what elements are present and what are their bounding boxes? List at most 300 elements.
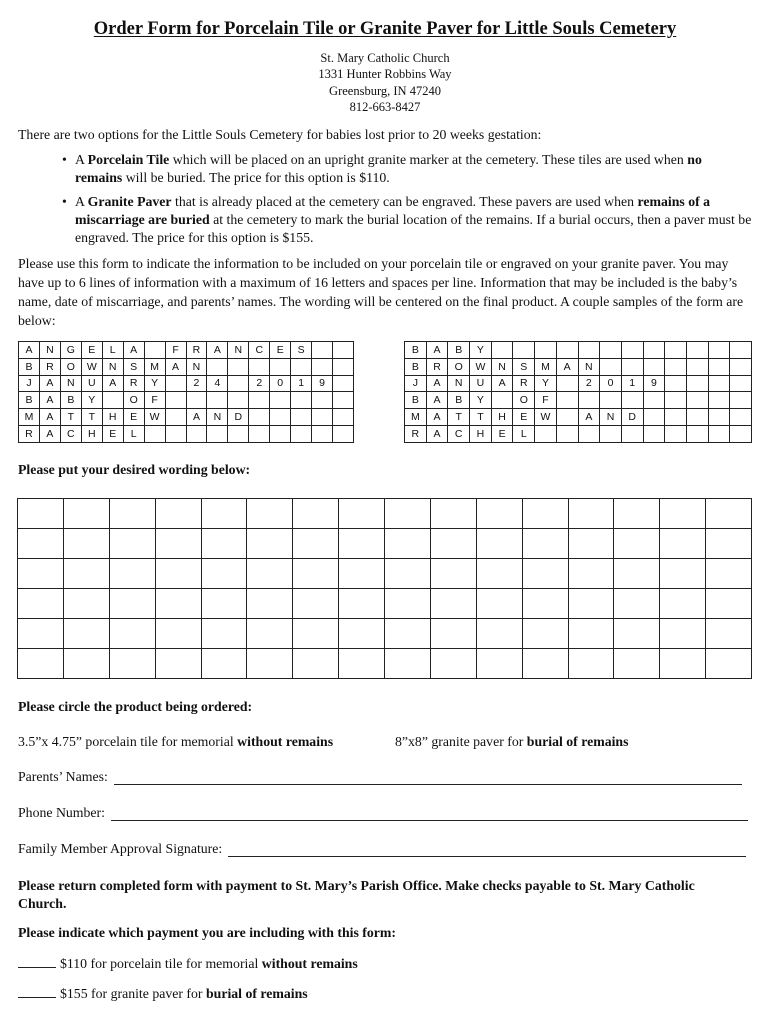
wording-grid-cell[interactable] xyxy=(614,529,660,559)
wording-grid-cell[interactable] xyxy=(293,529,339,559)
sample-grid-cell: A xyxy=(19,342,40,359)
sample-grid-cell xyxy=(228,392,249,409)
sample-grid-cell: B xyxy=(405,392,427,409)
sample-grid-cell: 9 xyxy=(643,375,665,392)
sample-grid-row xyxy=(405,375,752,392)
sample-grid-cell xyxy=(643,409,665,426)
sample-grid-cell: O xyxy=(60,358,81,375)
sample-grid-cell xyxy=(686,342,708,359)
sample-grid-cell: B xyxy=(60,392,81,409)
wording-grid-cell[interactable] xyxy=(614,559,660,589)
sample-grid-cell xyxy=(186,392,207,409)
sample-grid-cell: A xyxy=(426,409,448,426)
bullet-icon: • xyxy=(62,152,67,167)
phone-number-field xyxy=(18,805,748,821)
sample-grid-cell xyxy=(291,425,312,442)
wording-grid-cell[interactable] xyxy=(430,649,476,679)
form-title: Order Form for Porcelain Tile or Granite Paver for Little Souls Cemetery xyxy=(93,19,677,39)
sample-grid-cell: A xyxy=(39,409,60,426)
sample-grid-cell: N xyxy=(186,358,207,375)
wording-grid-cell[interactable] xyxy=(18,589,64,619)
sample-grid-cell: Y xyxy=(535,375,557,392)
sample-grid-cell: E xyxy=(81,342,102,359)
sample-grid-cell xyxy=(228,358,249,375)
sample-grid-cell: 4 xyxy=(207,375,228,392)
sample-grid-cell xyxy=(556,375,578,392)
wording-grid-cell[interactable] xyxy=(201,649,247,679)
wording-grid-cell[interactable] xyxy=(660,649,706,679)
wording-grid-cell[interactable] xyxy=(522,649,568,679)
wording-grid-cell[interactable] xyxy=(109,619,155,649)
parents-names-label: Parents’ Names: xyxy=(18,769,108,784)
bullet-text: A Granite Paver that is already placed at the cemetery can be engraved. These pavers are used when remains of a miscarriage are buried at the cemetery to mark the burial location of the remains. If a burial occurs, then a paver must be engraved. The price for this option is $155. xyxy=(75,194,752,245)
wording-grid-cell[interactable] xyxy=(63,649,109,679)
phone-number-input[interactable] xyxy=(111,806,748,821)
wording-grid-cell[interactable] xyxy=(706,529,752,559)
wording-grid-row xyxy=(18,589,752,619)
wording-grid-cell[interactable] xyxy=(339,649,385,679)
wording-grid-cell[interactable] xyxy=(247,649,293,679)
sample-grid-row xyxy=(19,375,354,392)
return-instructions: Please return completed form with payment to St. Mary’s Parish Office. Make checks payable to St. Mary Catholic Church. xyxy=(18,878,695,911)
sample-grid-cell xyxy=(730,358,752,375)
sample-grid-cell xyxy=(228,375,249,392)
sample-grid-cell: E xyxy=(491,425,513,442)
sample-grid-cell xyxy=(665,342,687,359)
wording-grid-cell[interactable] xyxy=(201,499,247,529)
wording-grid-cell[interactable] xyxy=(430,559,476,589)
sample-grid-cell: W xyxy=(144,409,165,426)
sample-grid-cell xyxy=(270,409,291,426)
sample-grid-cell xyxy=(312,425,333,442)
wording-grid-cell[interactable] xyxy=(430,529,476,559)
wording-grid-cell[interactable] xyxy=(63,589,109,619)
sample-grid-cell xyxy=(556,409,578,426)
wording-grid-cell[interactable] xyxy=(155,559,201,589)
sample-grid-cell xyxy=(600,342,622,359)
sample-grid-cell: H xyxy=(470,425,492,442)
wording-grid-cell[interactable] xyxy=(247,589,293,619)
parents-names-input[interactable] xyxy=(114,770,742,785)
sample-grid-cell xyxy=(249,392,270,409)
wording-grid-cell[interactable] xyxy=(201,619,247,649)
sample-grid-cell xyxy=(708,358,730,375)
wording-grid-cell[interactable] xyxy=(660,559,706,589)
sample-grid-cell xyxy=(686,358,708,375)
wording-grid-row xyxy=(18,499,752,529)
sample-grid-row xyxy=(19,358,354,375)
sample-grid-cell: A xyxy=(426,392,448,409)
sample-grid-cell: T xyxy=(448,409,470,426)
sample-grid-cell: A xyxy=(39,392,60,409)
payment-110-blank[interactable] xyxy=(18,955,56,968)
wording-grid-cell[interactable] xyxy=(155,589,201,619)
parents-names-field xyxy=(18,769,742,785)
sample-grid-cell: R xyxy=(186,342,207,359)
sample-grid-cell: A xyxy=(102,375,123,392)
sample-grid-cell: C xyxy=(249,342,270,359)
church-address xyxy=(0,50,770,115)
sample-grid-cell: H xyxy=(81,425,102,442)
wording-grid-cell[interactable] xyxy=(385,559,431,589)
option-porcelain-tile[interactable]: 3.5”x 4.75” porcelain tile for memorial without remains xyxy=(18,734,334,749)
sample-grid-cell xyxy=(291,392,312,409)
wording-grid-cell[interactable] xyxy=(385,529,431,559)
sample-grid-cell xyxy=(730,375,752,392)
wording-grid-cell[interactable] xyxy=(706,619,752,649)
wording-grid-cell[interactable] xyxy=(293,499,339,529)
wording-grid-row xyxy=(18,529,752,559)
wording-grid-cell[interactable] xyxy=(385,649,431,679)
payment-option-110: $110 for porcelain tile for memorial without remains xyxy=(18,955,358,972)
wording-grid-cell[interactable] xyxy=(63,559,109,589)
sample-grid-cell: L xyxy=(102,342,123,359)
wording-grid-cell[interactable] xyxy=(63,499,109,529)
sample-grid-cell xyxy=(665,409,687,426)
sample-grid-cell xyxy=(491,392,513,409)
sample-grid-cell: M xyxy=(19,409,40,426)
sample-grid-cell xyxy=(665,375,687,392)
sample-grid-cell xyxy=(643,358,665,375)
wording-grid-cell[interactable] xyxy=(614,499,660,529)
sample-grid-cell xyxy=(144,425,165,442)
sample-grid-cell: R xyxy=(19,425,40,442)
wording-grid-cell[interactable] xyxy=(339,559,385,589)
sample-grid-cell: C xyxy=(448,425,470,442)
sample-grid-cell xyxy=(686,409,708,426)
sample-grid-cell: L xyxy=(123,425,144,442)
bullet-porcelain-tile xyxy=(62,151,752,187)
sample-grid-cell xyxy=(312,392,333,409)
sample-grid-cell: A xyxy=(123,342,144,359)
wording-grid-cell[interactable] xyxy=(18,619,64,649)
city-state-zip: Greensburg, IN 47240 xyxy=(329,83,441,98)
sample-grid-cell xyxy=(665,358,687,375)
sample-grid-row xyxy=(405,425,752,442)
sample-grid-cell xyxy=(708,392,730,409)
sample-grid-cell: B xyxy=(405,358,427,375)
sample-grid-cell xyxy=(730,392,752,409)
sample-grid-cell: U xyxy=(470,375,492,392)
sample-grid-cell: M xyxy=(405,409,427,426)
wording-grid-cell[interactable] xyxy=(568,499,614,529)
sample-grid-cell xyxy=(730,425,752,442)
wording-grid-cell[interactable] xyxy=(660,499,706,529)
sample-grid-cell: A xyxy=(426,342,448,359)
wording-grid-cell[interactable] xyxy=(522,559,568,589)
wording-grid-cell[interactable] xyxy=(568,589,614,619)
sample-grid-cell xyxy=(600,358,622,375)
sample-grid-cell xyxy=(207,392,228,409)
wording-grid-cell[interactable] xyxy=(155,529,201,559)
sample-grid-cell: R xyxy=(405,425,427,442)
sample-grid-cell xyxy=(333,342,354,359)
sample-grid-cell xyxy=(249,358,270,375)
payment-option-155: $155 for granite paver for burial of remains xyxy=(18,985,308,1002)
sample-grid-cell xyxy=(578,392,600,409)
sample-grid-cell: A xyxy=(578,409,600,426)
wording-grid-cell[interactable] xyxy=(109,499,155,529)
wording-grid-cell[interactable] xyxy=(430,589,476,619)
sample-grid-cell: W xyxy=(535,409,557,426)
wording-grid-cell[interactable] xyxy=(247,559,293,589)
sample-grid-cell: M xyxy=(535,358,557,375)
sample-grid-cell: 1 xyxy=(291,375,312,392)
bullet-granite-paver xyxy=(62,193,752,247)
sample-grid-cell: E xyxy=(123,409,144,426)
sample-grid-cell: F xyxy=(144,392,165,409)
sample-grid-cell xyxy=(165,392,186,409)
payment-label: Please indicate which payment you are including with this form: xyxy=(18,925,397,940)
sample-grid-1 xyxy=(18,341,354,443)
wording-grid-cell[interactable] xyxy=(339,499,385,529)
wording-grid-cell[interactable] xyxy=(293,559,339,589)
wording-grid-cell[interactable] xyxy=(201,529,247,559)
sample-grid-cell: C xyxy=(60,425,81,442)
sample-grid-cell: L xyxy=(513,425,535,442)
sample-grid-cell: S xyxy=(291,342,312,359)
wording-grid-cell[interactable] xyxy=(339,529,385,559)
sample-grid-cell: T xyxy=(60,409,81,426)
wording-grid-cell[interactable] xyxy=(476,559,522,589)
sample-grid-cell xyxy=(621,358,643,375)
wording-grid-row xyxy=(18,559,752,589)
sample-grid-row xyxy=(405,342,752,359)
sample-grid-cell xyxy=(102,392,123,409)
sample-grid-cell: B xyxy=(19,358,40,375)
sample-grid-cell: 2 xyxy=(578,375,600,392)
wording-grid-cell[interactable] xyxy=(201,589,247,619)
sample-grid-cell xyxy=(249,425,270,442)
wording-grid-cell[interactable] xyxy=(660,529,706,559)
sample-grid-cell xyxy=(144,342,165,359)
sample-grid-cell: O xyxy=(513,392,535,409)
sample-grid-cell: Y xyxy=(470,392,492,409)
wording-grid-cell[interactable] xyxy=(18,559,64,589)
wording-grid-cell[interactable] xyxy=(568,649,614,679)
sample-grid-cell: J xyxy=(405,375,427,392)
sample-grid-cell xyxy=(333,409,354,426)
sample-grid-cell: G xyxy=(60,342,81,359)
sample-grid-cell xyxy=(730,409,752,426)
sample-grid-cell xyxy=(556,342,578,359)
sample-grid-cell xyxy=(491,342,513,359)
wording-label: Please put your desired wording below: xyxy=(18,462,251,477)
wording-grid-cell[interactable] xyxy=(522,529,568,559)
sample-grid-cell: 9 xyxy=(312,375,333,392)
sample-grid-cell: 2 xyxy=(186,375,207,392)
sample-grid-cell: S xyxy=(513,358,535,375)
sample-grid-row xyxy=(405,409,752,426)
sample-grid-cell: F xyxy=(165,342,186,359)
sample-grid-cell xyxy=(686,392,708,409)
sample-grid-cell: N xyxy=(60,375,81,392)
sample-grid-cell xyxy=(643,392,665,409)
wording-grid-cell[interactable] xyxy=(18,499,64,529)
wording-grid-cell[interactable] xyxy=(155,649,201,679)
wording-grid-cell[interactable] xyxy=(568,619,614,649)
sample-grid-cell xyxy=(578,342,600,359)
wording-grid-cell[interactable] xyxy=(293,619,339,649)
sample-grid-cell xyxy=(165,425,186,442)
wording-grid-cell[interactable] xyxy=(660,589,706,619)
sample-grid-cell: E xyxy=(270,342,291,359)
wording-grid-cell[interactable] xyxy=(522,619,568,649)
wording-grid-cell[interactable] xyxy=(109,529,155,559)
sample-grid-cell: A xyxy=(426,375,448,392)
sample-grid-cell: F xyxy=(535,392,557,409)
sample-grid-cell: R xyxy=(513,375,535,392)
sample-grid-cell xyxy=(312,409,333,426)
wording-grid-cell[interactable] xyxy=(476,499,522,529)
sample-grid-cell xyxy=(665,425,687,442)
sample-grid-cell xyxy=(291,409,312,426)
wording-grid-cell[interactable] xyxy=(155,499,201,529)
wording-grid-cell[interactable] xyxy=(476,529,522,559)
sample-grid-cell xyxy=(621,425,643,442)
signature-input[interactable] xyxy=(228,842,746,857)
wording-grid-cell[interactable] xyxy=(706,649,752,679)
wording-grid-cell[interactable] xyxy=(109,559,155,589)
sample-grid-cell: W xyxy=(470,358,492,375)
signature-field xyxy=(18,841,746,857)
wording-grid-cell[interactable] xyxy=(247,529,293,559)
street-address: 1331 Hunter Robbins Way xyxy=(318,67,452,82)
sample-grid-cell xyxy=(270,425,291,442)
sample-grid-cell xyxy=(333,392,354,409)
wording-grid-cell[interactable] xyxy=(155,619,201,649)
sample-grid-cell: U xyxy=(81,375,102,392)
sample-grid-cell: Y xyxy=(470,342,492,359)
wording-grid-cell[interactable] xyxy=(109,589,155,619)
sample-grid-row xyxy=(19,342,354,359)
sample-grid-cell: S xyxy=(123,358,144,375)
sample-grid-cell xyxy=(270,392,291,409)
sample-grid-cell: H xyxy=(102,409,123,426)
sample-grid-cell xyxy=(333,375,354,392)
sample-grid-cell xyxy=(708,375,730,392)
sample-grid-cell: A xyxy=(39,375,60,392)
wording-grid-row xyxy=(18,619,752,649)
sample-grid-2 xyxy=(404,341,752,443)
sample-grid-row xyxy=(405,392,752,409)
wording-grid-cell[interactable] xyxy=(614,589,660,619)
sample-grid-cell xyxy=(708,342,730,359)
sample-grid-cell: A xyxy=(39,425,60,442)
wording-grid-cell[interactable] xyxy=(476,619,522,649)
wording-grid-cell[interactable] xyxy=(476,649,522,679)
sample-grid-cell xyxy=(730,342,752,359)
wording-grid-cell[interactable] xyxy=(18,529,64,559)
sample-grid-cell: B xyxy=(405,342,427,359)
sample-grid-row xyxy=(19,425,354,442)
sample-grid-cell: N xyxy=(228,342,249,359)
wording-grid-cell[interactable] xyxy=(660,619,706,649)
wording-grid-cell[interactable] xyxy=(63,619,109,649)
sample-grid-cell: A xyxy=(186,409,207,426)
wording-grid-cell[interactable] xyxy=(522,589,568,619)
wording-grid-cell[interactable] xyxy=(706,589,752,619)
sample-grid-cell xyxy=(708,425,730,442)
wording-grid-cell[interactable] xyxy=(247,499,293,529)
bullet-text: A Porcelain Tile which will be placed on an upright granite marker at the cemetery. These tiles are used when no remains will be buried. The price for this option is $110. xyxy=(75,152,702,185)
wording-grid-cell[interactable] xyxy=(63,529,109,559)
sample-grid-cell: D xyxy=(621,409,643,426)
wording-grid-cell[interactable] xyxy=(385,499,431,529)
bullet-icon: • xyxy=(62,194,67,209)
sample-grid-cell: 1 xyxy=(621,375,643,392)
sample-grid-cell: E xyxy=(513,409,535,426)
wording-grid-cell[interactable] xyxy=(385,619,431,649)
sample-grid-cell xyxy=(535,425,557,442)
wording-grid-cell[interactable] xyxy=(706,499,752,529)
sample-grid-cell xyxy=(207,425,228,442)
sample-grid-cell: N xyxy=(491,358,513,375)
sample-grid-cell xyxy=(686,425,708,442)
wording-grid-cell[interactable] xyxy=(339,619,385,649)
sample-grid-cell: R xyxy=(39,358,60,375)
sample-grid-cell: B xyxy=(448,342,470,359)
wording-grid-cell[interactable] xyxy=(201,559,247,589)
sample-grid-cell xyxy=(578,425,600,442)
sample-grid-cell xyxy=(291,358,312,375)
wording-grid-cell[interactable] xyxy=(247,619,293,649)
sample-grid-cell: B xyxy=(19,392,40,409)
sample-grid-cell xyxy=(249,409,270,426)
signature-label: Family Member Approval Signature: xyxy=(18,841,223,856)
sample-grid-cell: T xyxy=(81,409,102,426)
sample-grid-cell: R xyxy=(123,375,144,392)
sample-grid-cell xyxy=(600,392,622,409)
wording-grid-cell[interactable] xyxy=(293,649,339,679)
instructions-text: Please use this form to indicate the information to be included on your porcelain tile or engraved on your granite paver. You may have up to 6 lines of information with a maximum of 16 letters and spaces per line. Information that may be included is the baby’s name, date of miscarriage, and parents’ names. The wording will be centered on the final product. A couple samples of the form are below: xyxy=(18,256,744,328)
wording-grid xyxy=(17,498,752,679)
wording-grid-cell[interactable] xyxy=(18,649,64,679)
wording-grid-cell[interactable] xyxy=(385,589,431,619)
sample-grid-cell xyxy=(312,342,333,359)
wording-grid-cell[interactable] xyxy=(568,559,614,589)
sample-grid-cell xyxy=(165,409,186,426)
wording-grid-cell[interactable] xyxy=(614,649,660,679)
wording-grid-cell[interactable] xyxy=(339,589,385,619)
sample-grid-cell: J xyxy=(19,375,40,392)
wording-grid-cell[interactable] xyxy=(706,559,752,589)
payment-155-blank[interactable] xyxy=(18,985,56,998)
wording-grid-cell[interactable] xyxy=(430,619,476,649)
sample-grid-cell xyxy=(686,375,708,392)
sample-grid-cell: N xyxy=(207,409,228,426)
wording-grid-cell[interactable] xyxy=(522,499,568,529)
wording-grid-cell[interactable] xyxy=(109,649,155,679)
sample-grid-cell xyxy=(165,375,186,392)
sample-grid-row xyxy=(19,409,354,426)
wording-grid-cell[interactable] xyxy=(568,529,614,559)
wording-grid-cell[interactable] xyxy=(614,619,660,649)
option-granite-paver[interactable]: 8”x8” granite paver for burial of remains xyxy=(395,734,629,749)
wording-grid-cell[interactable] xyxy=(476,589,522,619)
church-name: St. Mary Catholic Church xyxy=(320,51,450,65)
sample-grid-cell: A xyxy=(207,342,228,359)
intro-text: There are two options for the Little Souls Cemetery for babies lost prior to 20 weeks gestation: xyxy=(18,127,542,142)
wording-grid-cell[interactable] xyxy=(293,589,339,619)
sample-grid-cell xyxy=(643,342,665,359)
sample-grid-cell: N xyxy=(448,375,470,392)
sample-grid-cell: T xyxy=(470,409,492,426)
sample-grid-cell: N xyxy=(600,409,622,426)
wording-grid-cell[interactable] xyxy=(430,499,476,529)
sample-grid-cell: W xyxy=(81,358,102,375)
sample-grid-cell xyxy=(333,358,354,375)
